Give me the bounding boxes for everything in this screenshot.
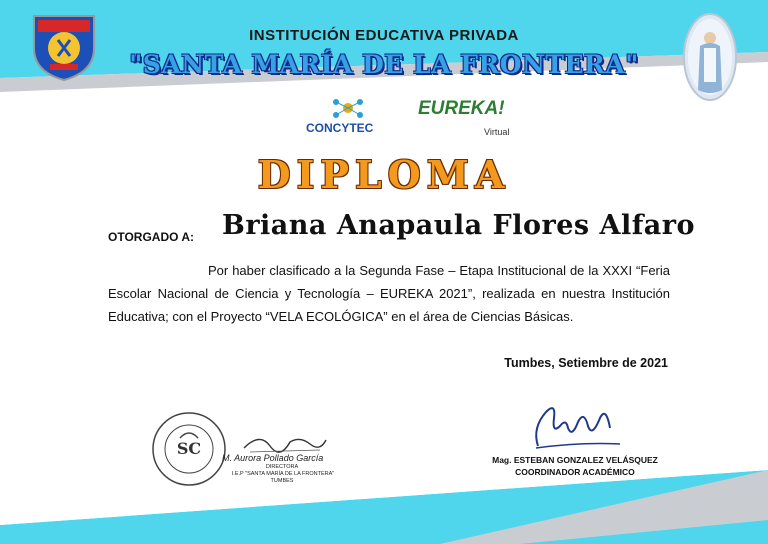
awarded-to-label: OTORGADO A: bbox=[108, 230, 194, 244]
coordinator-role: COORDINADOR ACADÉMICO bbox=[515, 467, 635, 477]
concytec-label: CONCYTEC bbox=[306, 121, 374, 135]
eureka-virtual-label: Virtual bbox=[484, 127, 510, 137]
recipient-name: Briana Anapaula Flores Alfaro bbox=[222, 210, 696, 241]
place-and-date: Tumbes, Setiembre de 2021 bbox=[504, 356, 668, 370]
eureka-label: EUREKA! bbox=[418, 98, 505, 119]
director-signature-icon bbox=[240, 428, 330, 456]
director-city: TUMBES bbox=[270, 478, 294, 484]
director-role: DIRECTORA bbox=[265, 464, 299, 470]
coordinator-signature-icon bbox=[530, 398, 626, 456]
school-seal-stamp-icon bbox=[150, 410, 228, 488]
svg-text:SC: SC bbox=[176, 439, 202, 458]
concytec-logo-icon bbox=[330, 96, 366, 120]
director-name: M. Aurora Pollado García bbox=[222, 453, 324, 463]
institution-type: INSTITUCIÓN EDUCATIVA PRIVADA bbox=[249, 27, 519, 44]
diploma-title: DIPLOMA bbox=[257, 152, 511, 197]
director-org: I.E.P "SANTA MARÍA DE LA FRONTERA" bbox=[231, 471, 335, 477]
diploma-body bbox=[108, 259, 670, 328]
school-name: "SANTA MARÍA DE LA FRONTERA" bbox=[129, 50, 639, 79]
body-paragraph: Por haber clasificado a la Segunda Fase – Etapa Institucional de la XXXI “Feria Escolar Nacional de Ciencia y Tecnología – EUREKA 2021”, realizada en nuestra Institución Educativa; con el Proyecto “VELA ECOLÓGICA” en el área de Ciencias Básicas. bbox=[108, 263, 670, 324]
coordinator-name: Mag. ESTEBAN GONZALEZ VELÁSQUEZ bbox=[492, 455, 658, 465]
